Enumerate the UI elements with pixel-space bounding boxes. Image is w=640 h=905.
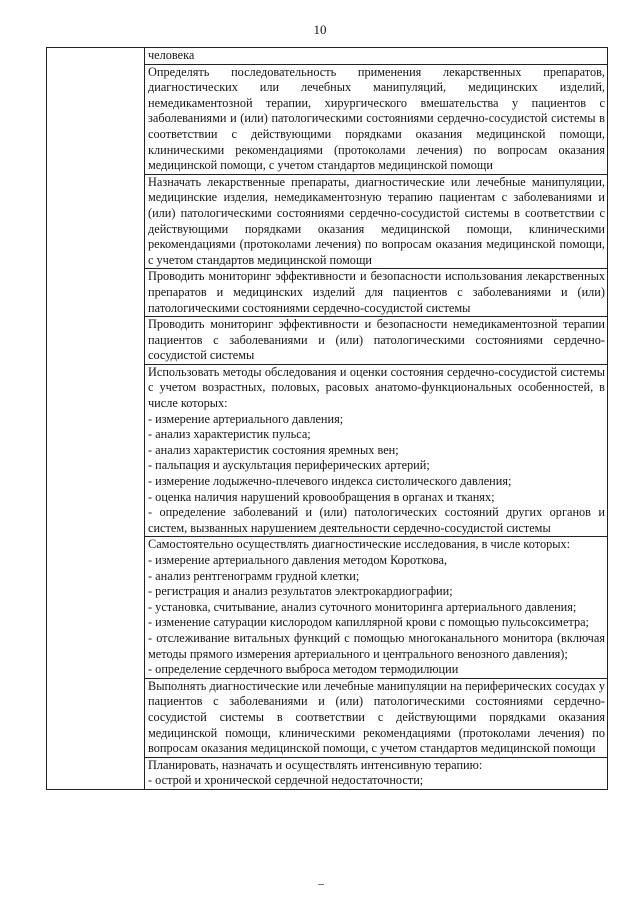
table-left-column-cell: [47, 48, 145, 790]
table-cell: [145, 678, 608, 757]
cell-intro: Планировать, назначать и осуществлять интенсивную терапию:: [148, 757, 483, 772]
list-item: - пальпация и аускультация периферических артерий;: [148, 458, 430, 473]
list-item: - анализ характеристик пульса;: [148, 427, 311, 442]
cell-intro: Самостоятельно осуществлять диагностические исследования, в числе которых:: [148, 537, 571, 552]
list-item: - изменение сатурации кислородом капиллярной крови с помощью пульсоксиметра;: [148, 615, 589, 630]
cell-text: Выполнять диагностические или лечебные манипуляции на периферических сосудах у пациентов с заболеваниями и (или) патологическими состояниями сердечно-сосудистой системы в соответствии с действующими порядками оказания медицинской помощи, клиническими рекомендациями (протоколами лечения) по вопросам оказания медицинской помощи, с учетом стандартов медицинской помощи: [148, 678, 605, 756]
list-item: - оценка наличия нарушений кровообращения в органах и тканях;: [148, 489, 495, 504]
list-item: - анализ характеристик состояния яремных вен;: [148, 442, 399, 457]
cell-intro: Использовать методы обследования и оценки состояния сердечно-сосудистой системы с учетом возрастных, половых, расовых анатомо-функциональных особенностей, в числе которых:: [148, 364, 605, 411]
table-cell: [145, 317, 608, 365]
table-cell: [145, 757, 608, 789]
list-item: - измерение лодыжечно-плечевого индекса систолического давления;: [148, 474, 512, 489]
cell-text: Назначать лекарственные препараты, диагностические или лечебные манипуляции, медицинские изделия, немедикаментозную терапию пациентам с заболеваниями и (или) патологическими состояниями сердечно-сосудистой системы в соответствии с действующими порядками оказания медицинской помощи, клиническими рекомендациями (протоколами лечения) по вопросам оказания медицинской помощи, с учетом стандартов медицинской помощи: [148, 174, 605, 267]
table-cell: [145, 537, 608, 678]
list-item: - анализ рентгенограмм грудной клетки;: [148, 568, 360, 583]
competency-table: [46, 47, 608, 790]
list-item: - регистрация и анализ результатов электрокардиографии;: [148, 584, 453, 599]
cell-text: человека: [148, 48, 195, 62]
cell-text: Определять последовательность применения лекарственных препаратов, диагностических или лечебных манипуляций, медицинских изделий, немедикаментозной терапии, хирургического вмешательства у пациентов с заболеваниями и (или) патологическими состояниями сердечно-сосудистой системы в соответствии с действующими порядками оказания медицинской помощи, клиническими рекомендациями (протоколами лечения) по вопросам оказания медицинской помощи, с учетом стандартов медицинской помощи: [148, 64, 605, 173]
list-item: - острой и хронической сердечной недостаточности;: [148, 773, 424, 788]
list-item: - отслеживание витальных функций с помощью многоканального монитора (включая методы прямого измерения артериального и центрального венозного давления);: [148, 630, 605, 661]
page-number: 10: [313, 22, 327, 37]
list-item: - определение сердечного выброса методом термодилюции: [148, 662, 459, 677]
list-item: - определение заболеваний и (или) патологических состояний других органов и систем, вызванных нарушением деятельности сердечно-сосудистой системы: [148, 505, 605, 535]
table-cell: [145, 269, 608, 317]
table-cell: [145, 64, 608, 174]
cell-text: Проводить мониторинг эффективности и безопасности использования лекарственных препаратов и медицинских изделий для пациентов с заболеваниями и (или) патологическими состояниями сердечно-сосудистой системы: [148, 269, 605, 315]
list-item: - измерение артериального давления методом Короткова,: [148, 553, 448, 567]
cell-text: Проводить мониторинг эффективности и безопасности немедикаментозной терапии пациентов с заболеваниями и (или) патологическими состояниями сердечно-сосудистой системы: [148, 317, 605, 363]
list-item: - установка, считывание, анализ суточного мониторинга артериального давления;: [148, 599, 577, 614]
table-row: [47, 48, 608, 65]
table-cell: [145, 364, 608, 537]
bottom-mark: [318, 884, 324, 885]
list-item: - измерение артериального давления;: [148, 411, 344, 426]
table-cell: [145, 48, 608, 65]
table-cell: [145, 174, 608, 269]
